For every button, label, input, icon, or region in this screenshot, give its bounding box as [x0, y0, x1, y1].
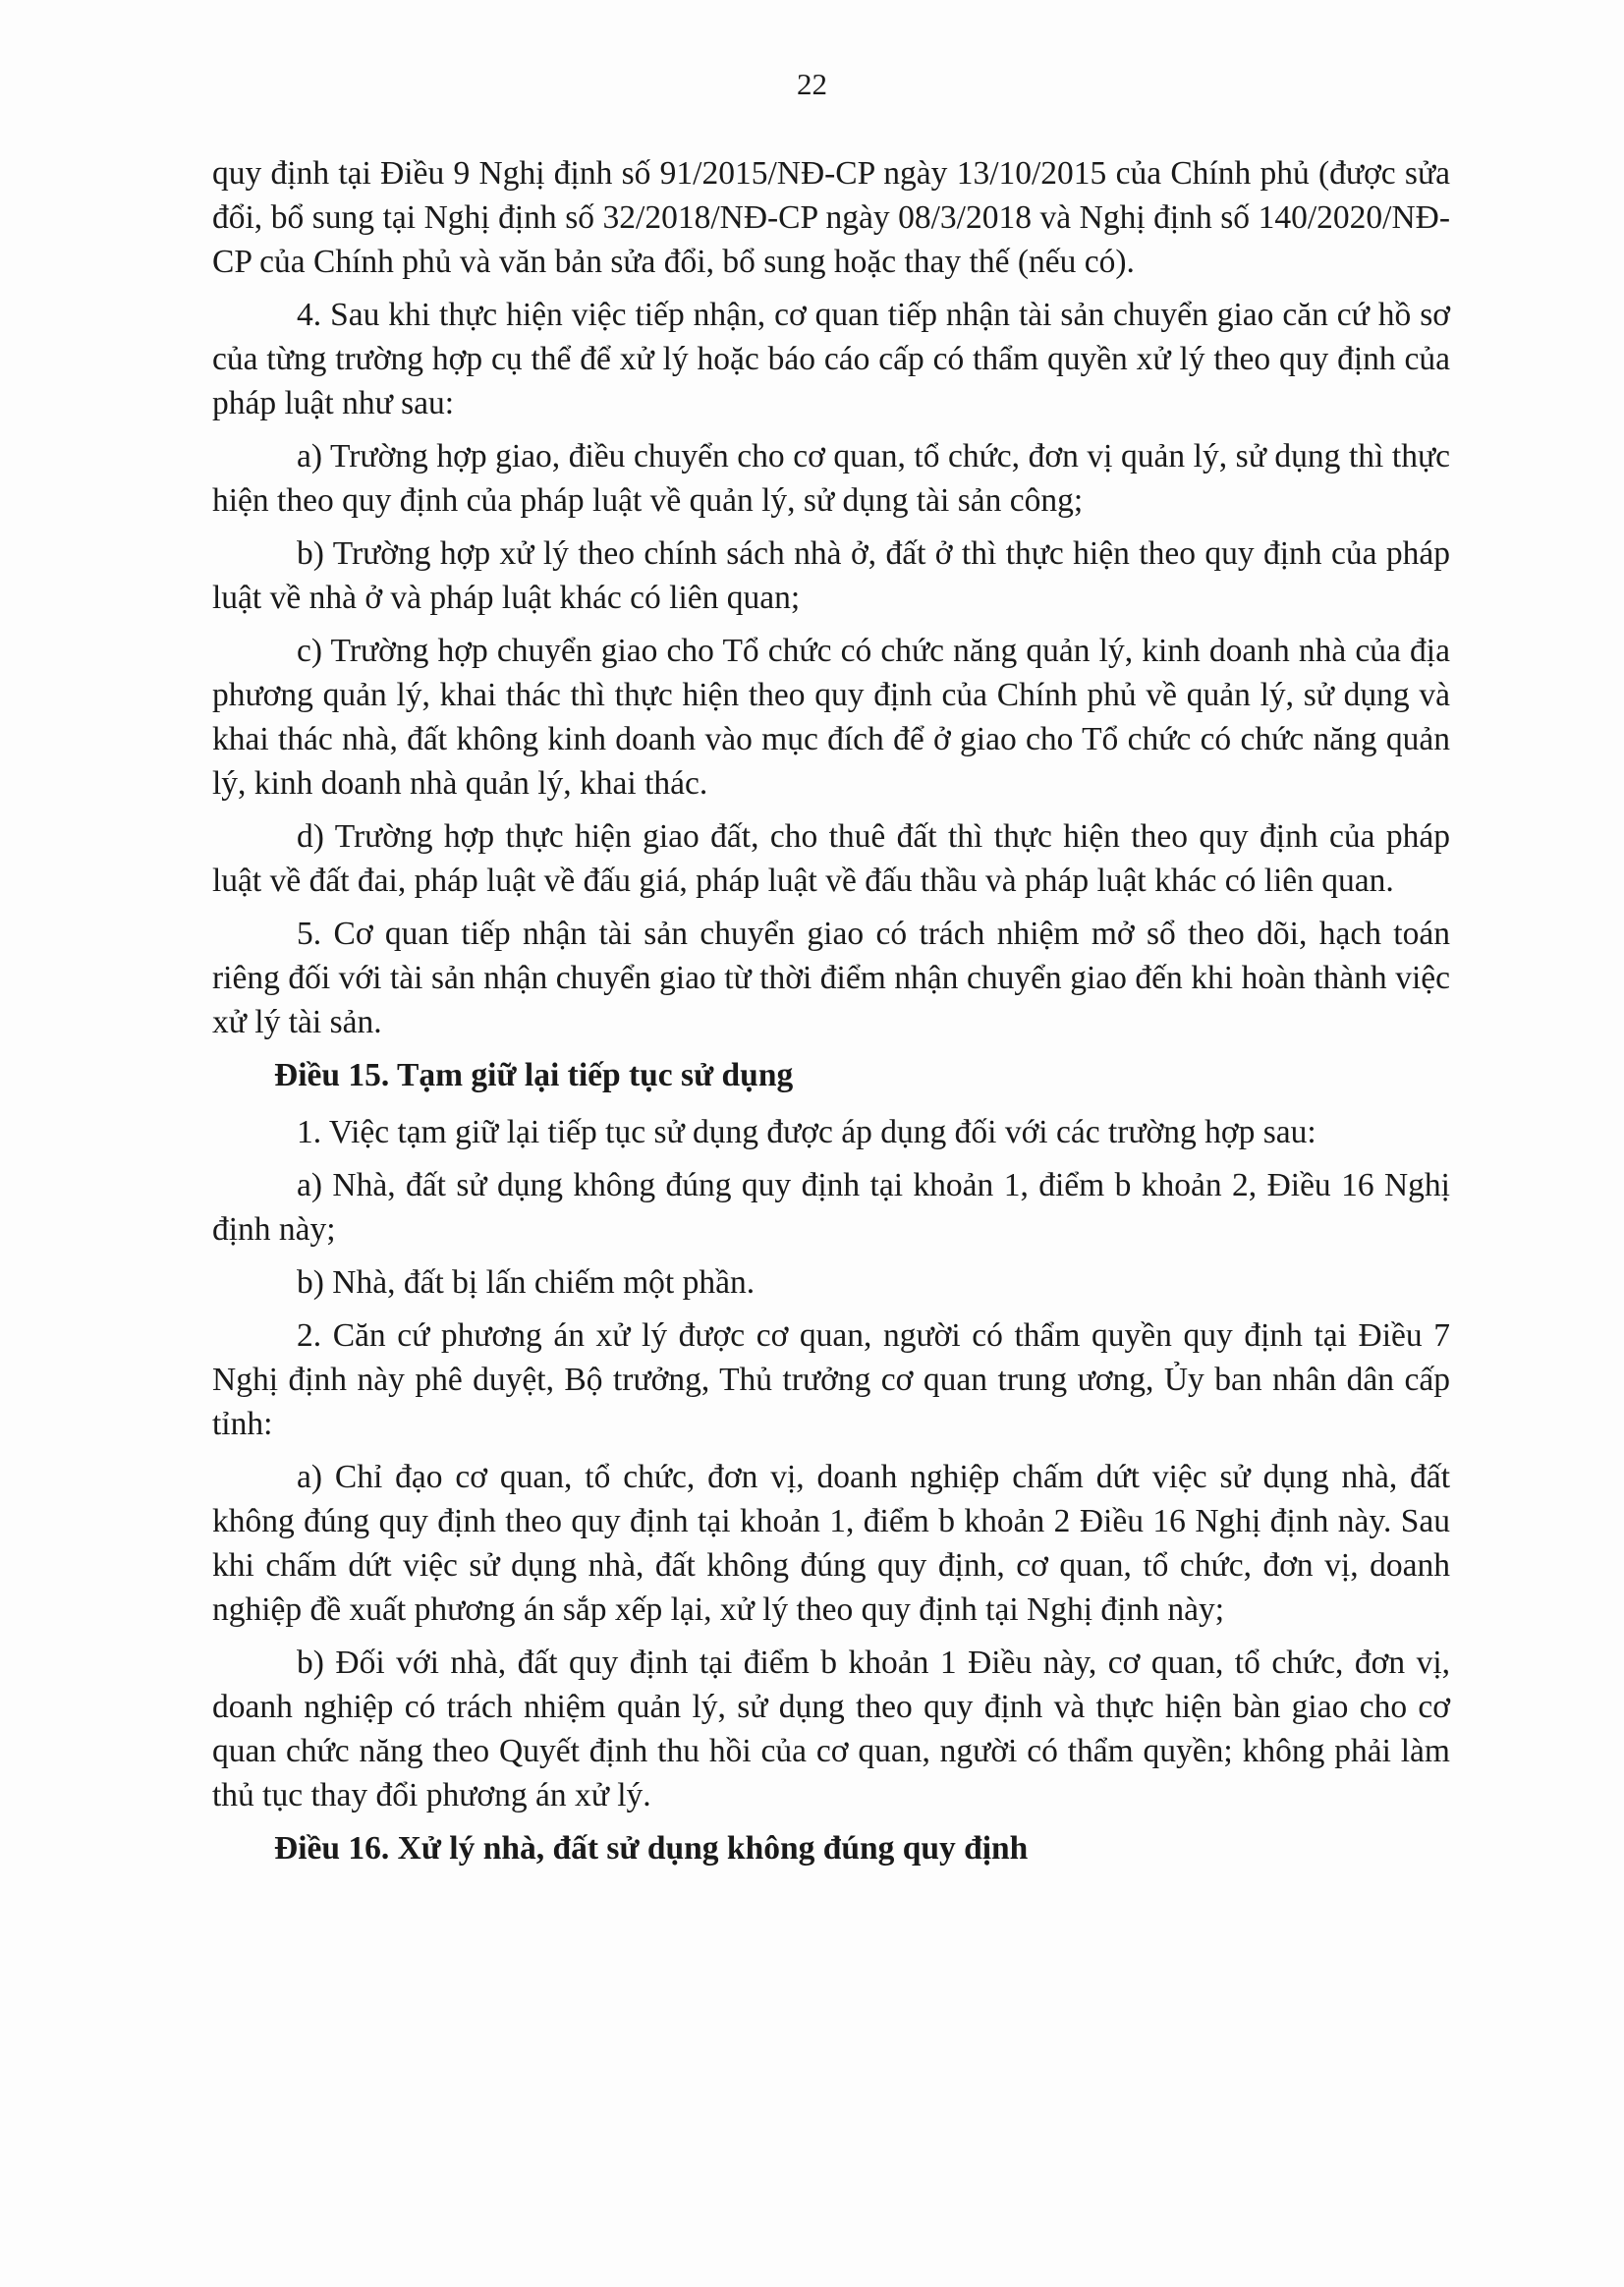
paragraph-clause-5: 5. Cơ quan tiếp nhận tài sản chuyển giao có trách nhiệm mở sổ theo dõi, hạch toán riêng đối với tài sản nhận chuyển giao từ thời điểm nhận chuyển giao đến khi hoàn thành việc xử lý tài sản.	[212, 916, 1450, 1040]
paragraph-art15-clause-2b: b) Đối với nhà, đất quy định tại điểm b khoản 1 Điều này, cơ quan, tổ chức, đơn vị, doanh nghiệp có trách nhiệm quản lý, sử dụng theo quy định và thực hiện bàn giao cho cơ quan chức năng theo Quyết định thu hồi của cơ quan, người có thẩm quyền; không phải làm thủ tục thay đổi phương án xử lý.	[212, 1645, 1450, 1813]
article-16-heading: Điều 16. Xử lý nhà, đất sử dụng không đúng quy định	[274, 1830, 1029, 1867]
paragraph-art15-clause-1a: a) Nhà, đất sử dụng không đúng quy định tại khoản 1, điểm b khoản 2, Điều 16 Nghị định này;	[212, 1167, 1450, 1248]
paragraph-clause-4: 4. Sau khi thực hiện việc tiếp nhận, cơ quan tiếp nhận tài sản chuyển giao căn cứ hồ sơ của từng trường hợp cụ thể để xử lý hoặc báo cáo cấp có thẩm quyền xử lý theo quy định của pháp luật như sau:	[212, 297, 1450, 421]
paragraph-art15-clause-2: 2. Căn cứ phương án xử lý được cơ quan, người có thẩm quyền quy định tại Điều 7 Nghị định này phê duyệt, Bộ trưởng, Thủ trưởng cơ quan trung ương, Ủy ban nhân dân cấp tỉnh:	[212, 1317, 1450, 1442]
document-body	[212, 151, 1450, 1883]
article-15-heading: Điều 15. Tạm giữ lại tiếp tục sử dụng	[274, 1057, 794, 1093]
paragraph-clause-4d: d) Trường hợp thực hiện giao đất, cho thuê đất thì thực hiện theo quy định của pháp luật về đất đai, pháp luật về đấu giá, pháp luật về đấu thầu và pháp luật khác có liên quan.	[212, 818, 1450, 899]
paragraph-art15-clause-2a: a) Chỉ đạo cơ quan, tổ chức, đơn vị, doanh nghiệp chấm dứt việc sử dụng nhà, đất không đúng quy định theo quy định tại khoản 1, điểm b khoản 2 Điều 16 Nghị định này. Sau khi chấm dứt việc sử dụng nhà, đất không đúng quy định, cơ quan, tổ chức, đơn vị, doanh nghiệp đề xuất phương án sắp xếp lại, xử lý theo quy định tại Nghị định này;	[212, 1459, 1450, 1628]
page-number: 22	[797, 67, 827, 101]
paragraph-clause-4a: a) Trường hợp giao, điều chuyển cho cơ quan, tổ chức, đơn vị quản lý, sử dụng thì thực hiện theo quy định của pháp luật về quản lý, sử dụng tài sản công;	[212, 438, 1450, 519]
paragraph-art15-clause-1: 1. Việc tạm giữ lại tiếp tục sử dụng được áp dụng đối với các trường hợp sau:	[297, 1114, 1316, 1150]
paragraph-art15-clause-1b: b) Nhà, đất bị lấn chiếm một phần.	[297, 1264, 756, 1301]
paragraph-clause-4c: c) Trường hợp chuyển giao cho Tổ chức có chức năng quản lý, kinh doanh nhà của địa phương quản lý, khai thác thì thực hiện theo quy định của Chính phủ về quản lý, sử dụng và khai thác nhà, đất không kinh doanh vào mục đích để ở giao cho Tổ chức có chức năng quản lý, kinh doanh nhà quản lý, khai thác.	[212, 633, 1450, 802]
paragraph-clause-4b: b) Trường hợp xử lý theo chính sách nhà ở, đất ở thì thực hiện theo quy định của pháp luật về nhà ở và pháp luật khác có liên quan;	[212, 535, 1450, 616]
paragraph-continuation: quy định tại Điều 9 Nghị định số 91/2015/NĐ-CP ngày 13/10/2015 của Chính phủ (được sửa đổi, bổ sung tại Nghị định số 32/2018/NĐ-CP ngày 08/3/2018 và Nghị định số 140/2020/NĐ-CP của Chính phủ và văn bản sửa đổi, bổ sung hoặc thay thế (nếu có).	[212, 155, 1450, 280]
